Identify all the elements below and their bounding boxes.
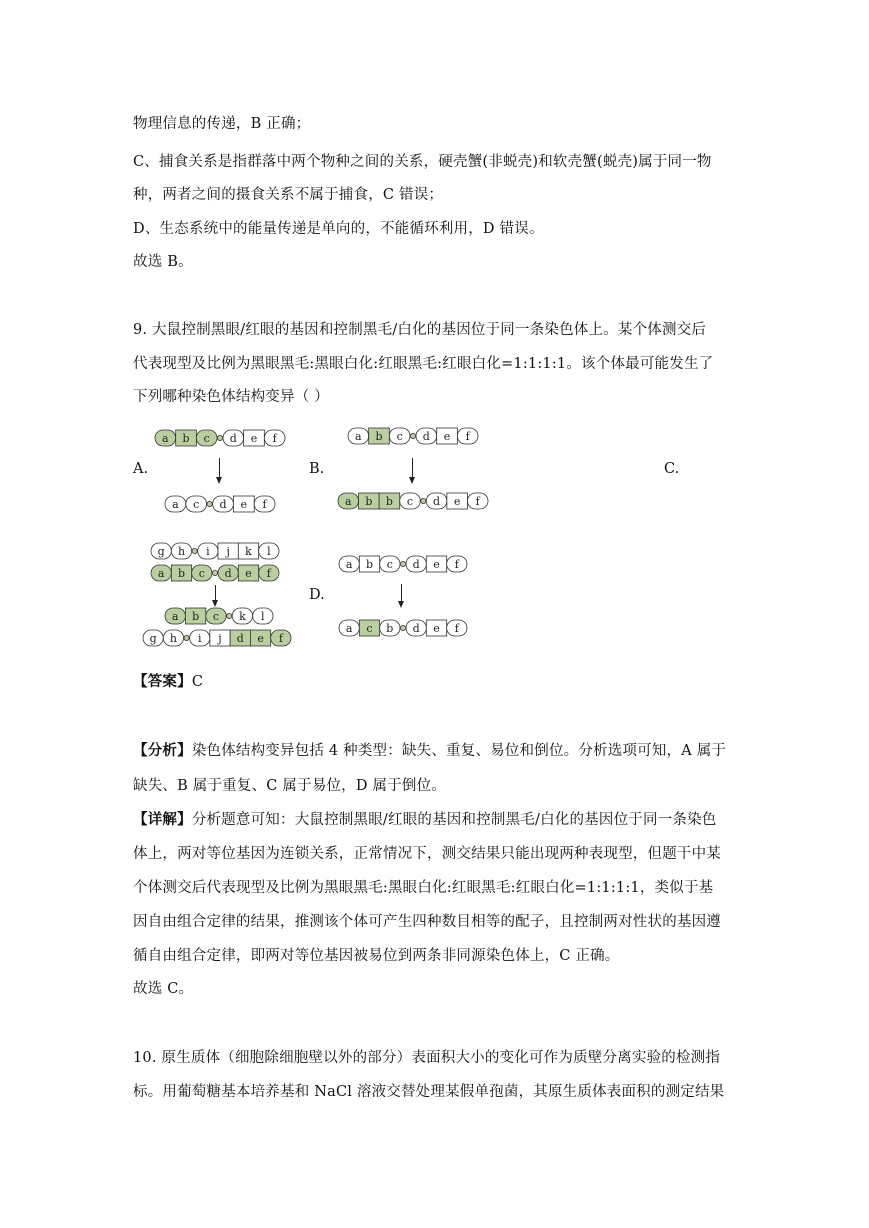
gene-label: f <box>454 558 459 571</box>
option-c-label: C. <box>664 461 680 477</box>
gene-label: d <box>412 558 420 571</box>
gene-label: j <box>226 545 230 558</box>
arrow-down-icon <box>401 584 402 606</box>
gene-label: a <box>355 430 362 443</box>
centromere <box>410 433 415 438</box>
text-line: 故选 B。 <box>133 254 193 270</box>
analysis-text: 染色体结构变异包括 4 种类型：缺失、重复、易位和倒位。分析选项可知，A 属于 <box>191 743 727 759</box>
centromere <box>400 625 405 630</box>
answer-value: C <box>191 674 204 690</box>
gene-label: e <box>250 432 258 445</box>
gene-label: k <box>239 610 246 623</box>
analysis-line: 缺失、B 属于重复、C 属于易位，D 属于倒位。 <box>133 778 447 794</box>
gene-label: d <box>412 622 420 635</box>
gene-label: c <box>198 567 205 580</box>
question-9-line: 代表现型及比例为黑眼黑毛:黑眼白化:红眼黑毛:红眼白化=1:1:1:1。该个体最可能发生了 <box>133 356 714 372</box>
gene-label: b <box>365 558 374 571</box>
gene-label: a <box>345 622 353 635</box>
gene-label: f <box>454 622 459 635</box>
analysis-label: 【分析】 <box>133 742 192 759</box>
gene-label: i <box>197 632 202 645</box>
gene-label: c <box>212 610 220 623</box>
chromosome-c-before-bottom <box>151 564 279 582</box>
gene-label: f <box>262 498 267 511</box>
question-9-line: 下列哪种染色体结构变异（ ） <box>133 389 329 405</box>
gene-label: h <box>177 545 186 558</box>
detail-line: 个体测交后代表现型及比例为黑眼黑毛:黑眼白化:红眼黑毛:红眼白化=1:1:1:1，类似于基 <box>133 880 714 896</box>
arrow-down-icon <box>412 458 413 482</box>
chromosome-c-before-top <box>151 542 279 560</box>
gene-label: a <box>157 567 165 580</box>
gene-label: e <box>433 622 440 635</box>
gene-label: c <box>406 495 414 508</box>
gene-label: a <box>345 495 352 508</box>
gene-label: c <box>396 430 403 443</box>
gene-label: g <box>157 545 165 558</box>
gene-label: e <box>453 495 461 508</box>
chromosome-d-after <box>339 619 467 637</box>
text-line: 种，两者之间的摄食关系不属于捕食，C 错误； <box>133 187 444 203</box>
question-10-line: 10. 原生质体（细胞除细胞壁以外的部分）表面积大小的变化可作为质壁分离实验的检测指 <box>133 1050 721 1066</box>
gene-label: g <box>149 632 157 645</box>
gene-label: d <box>224 567 232 580</box>
gene-label: c <box>386 558 393 571</box>
option-b-label: B. <box>309 461 325 477</box>
arrow-down-icon <box>219 458 220 482</box>
detail-line: 因自由组合定律的结果，推测该个体可产生四种数目相等的配子，且控制两对性状的基因遵 <box>133 914 721 930</box>
chromosome-b-before <box>348 427 478 445</box>
gene-label: b <box>375 430 383 443</box>
gene-label: c <box>366 622 373 635</box>
gene-label: e <box>433 558 440 571</box>
gene-label: l <box>261 610 265 623</box>
centromere <box>400 561 405 566</box>
detail-line: 循自由组合定律，即两对等位基因被易位到两条非同源染色体上，C 正确。 <box>133 948 620 964</box>
gene-label: e <box>257 632 264 645</box>
chromosome-a-before <box>155 429 285 447</box>
gene-label: d <box>236 632 244 645</box>
gene-label: a <box>172 498 179 511</box>
centromere <box>217 435 222 440</box>
text-line: 物理信息的传递，B 正确； <box>133 116 311 132</box>
gene-label: b <box>177 567 186 580</box>
centromere <box>212 570 217 575</box>
gene-label: a <box>171 610 179 623</box>
option-d-label: D. <box>309 587 325 603</box>
gene-label: h <box>169 632 177 645</box>
gene-label: d <box>433 495 441 508</box>
centromere <box>207 501 212 506</box>
answer-line <box>133 670 203 691</box>
chromosome-a-after <box>165 495 275 513</box>
gene-label: f <box>278 632 283 645</box>
chromosome-d-before <box>339 555 467 573</box>
gene-label: e <box>240 498 248 511</box>
gene-label: e <box>443 430 451 443</box>
text-line: D、生态系统中的能量传递是单向的，不能循环利用，D 错误。 <box>133 221 544 237</box>
arrow-down-icon <box>215 585 216 605</box>
gene-label: a <box>162 432 169 445</box>
answer-label: 【答案】 <box>133 673 192 690</box>
gene-label: a <box>345 558 353 571</box>
gene-label: i <box>206 545 210 558</box>
gene-label: k <box>245 545 252 558</box>
gene-label: d <box>422 430 430 443</box>
gene-label: c <box>193 498 200 511</box>
detail-line: 故选 C。 <box>133 981 194 997</box>
centromere <box>421 498 426 503</box>
gene-label: f <box>266 567 271 580</box>
centromere <box>184 635 189 640</box>
detail-line: 体上，两对等位基因为连锁关系，正常情况下，测交结果只能出现两种表现型，但题干中某 <box>133 846 721 862</box>
gene-label: f <box>475 495 480 508</box>
gene-label: c <box>203 432 210 445</box>
gene-label: b <box>365 495 373 508</box>
detail-label: 【详解】 <box>133 811 192 828</box>
gene-label: b <box>192 610 200 623</box>
gene-label: d <box>229 432 237 445</box>
centromere <box>227 613 232 618</box>
gene-label: e <box>245 567 252 580</box>
chromosome-c-after-bottom <box>143 629 291 647</box>
text-line: C、捕食关系是指群落中两个物种之间的关系，硬壳蟹(非蜕壳)和软壳蟹(蜕壳)属于同一物 <box>133 154 712 170</box>
gene-label: b <box>182 432 190 445</box>
gene-label: b <box>386 622 394 635</box>
centromere <box>192 548 197 553</box>
detail-line <box>133 808 716 829</box>
gene-label: d <box>219 498 227 511</box>
gene-label: f <box>465 430 470 443</box>
option-a-label: A. <box>133 461 149 477</box>
gene-label: l <box>267 545 271 558</box>
gene-label: j <box>218 632 222 645</box>
gene-label: f <box>272 432 277 445</box>
chromosome-c-after-top <box>165 607 273 625</box>
detail-text: 分析题意可知：大鼠控制黑眼/红眼的基因和控制黑毛/白化的基因位于同一条染色 <box>191 812 717 828</box>
analysis-line <box>133 739 726 760</box>
question-10-line: 标。用葡萄糖基本培养基和 NaCl 溶液交替处理某假单孢菌，其原生质体表面积的测定结果 <box>133 1084 725 1100</box>
chromosome-b-after <box>338 492 488 510</box>
gene-label: b <box>385 495 393 508</box>
question-9-line: 9. 大鼠控制黑眼/红眼的基因和控制黑毛/白化的基因位于同一条染色体上。某个体测交后 <box>133 322 707 338</box>
